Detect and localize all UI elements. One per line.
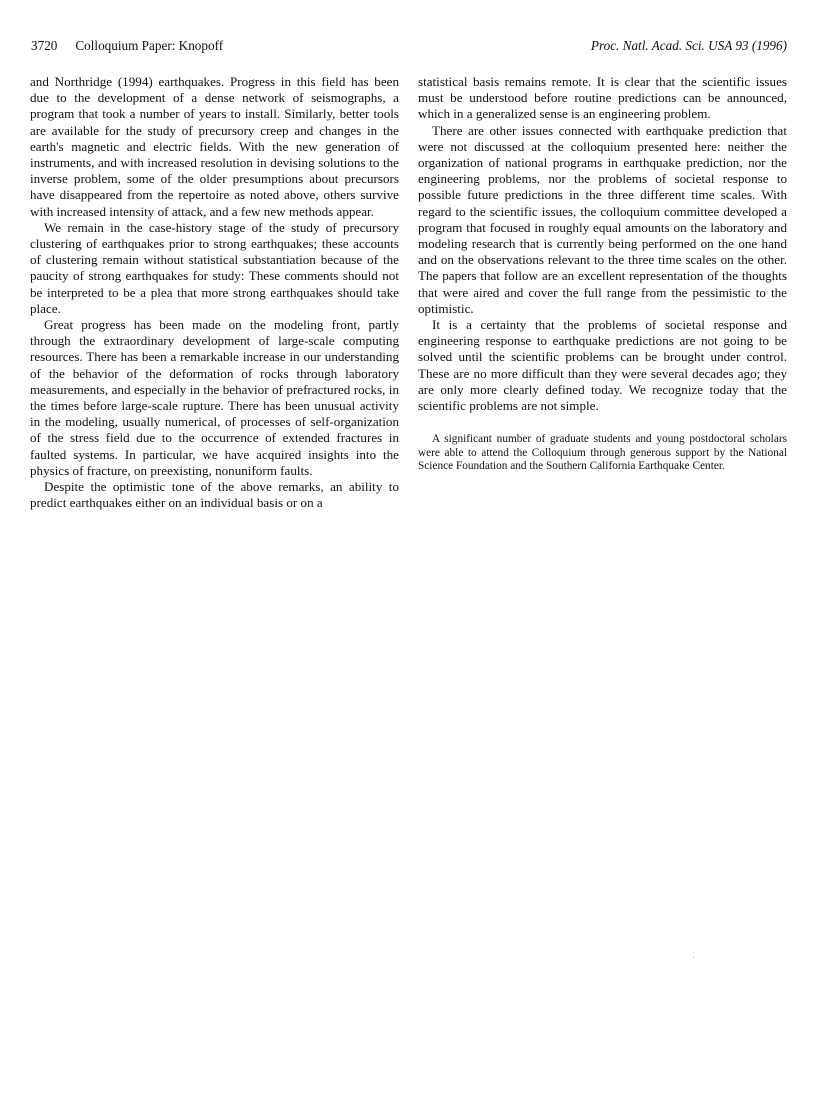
running-head-left xyxy=(31,36,223,56)
scan-speck xyxy=(693,957,694,958)
body-paragraph: statistical basis remains remote. It is clear that the scientific issues must be understood before routine predictions can be announced, which in a generalized sense is an engineering problem. xyxy=(418,74,787,122)
page-number: 3720 xyxy=(31,38,58,53)
body-paragraph: Great progress has been made on the modeling front, partly through the extraordinary development of large-scale computing resources. There has been a remarkable increase in our understanding of the behavior of the deformation of rocks through laboratory measurements, and especially in the behavior of prefractured rocks, in the times before large-scale rupture. There has been unusual activity in the modeling, usually numerical, of processes of self-organization of the stress field due to the occurrence of extended fractures in faulted systems. In particular, we have acquired insights into the physics of fracture, on preexisting, nonuniform faults. xyxy=(30,317,399,478)
right-column xyxy=(418,74,787,474)
acknowledgment: A significant number of graduate students and young postdoctoral scholars were able to attend the Colloquium through generous support by the National Science Foundation and the Southern California Earthquake Center. xyxy=(418,433,787,473)
section-title: Colloquium Paper: Knopoff xyxy=(75,38,224,53)
left-column xyxy=(30,74,399,511)
running-head xyxy=(31,36,787,56)
body-paragraph: and Northridge (1994) earthquakes. Progress in this field has been due to the development of a dense network of seismographs, a program that took a number of years to install. Similarly, better tools are available for the study of precursory creep and changes in the earth's magnetic and electric fields. With the new generation of instruments, and with increased resolution in devising solutions to the inverse problem, some of the older presumptions about precursors have disappeared from the repertoire as noted above, others survive with increased intensity of attack, and a few new methods appear. xyxy=(30,74,399,219)
body-paragraph: There are other issues connected with earthquake prediction that were not discussed at the colloquium presented here: neither the organization of national programs in earthquake prediction, nor the engineering problems, nor the problems of societal response to possible future predictions in the three different time scales. With regard to the scientific issues, the colloquium committee developed a program that focused in roughly equal amounts on the laboratory and modeling research that is currently being performed on the one hand and on the observations relevant to the three time scales on the other. The papers that follow are an excellent representation of the thoughts that were aired and cover the full range from the pessimistic to the optimistic. xyxy=(418,122,787,316)
journal-citation: Proc. Natl. Acad. Sci. USA 93 (1996) xyxy=(590,38,787,53)
body-paragraph: It is a certainty that the problems of societal response and engineering response to earthquake predictions are not going to be solved until the scientific problems can be brought under control. These are no more difficult than they were several decades ago; they are only more clearly defined today. We recognize today that the scientific problems are not simple. xyxy=(418,317,787,414)
body-paragraph: We remain in the case-history stage of the study of precursory clustering of earthquakes prior to strong earthquakes; these accounts of clustering remain without statistical substantiation because of the paucity of strong earthquakes for study: These comments should not be interpreted to be a plea that more strong earthquakes should take place. xyxy=(30,219,399,316)
body-paragraph: Despite the optimistic tone of the above remarks, an ability to predict earthquakes either on an individual basis or on a xyxy=(30,479,399,511)
